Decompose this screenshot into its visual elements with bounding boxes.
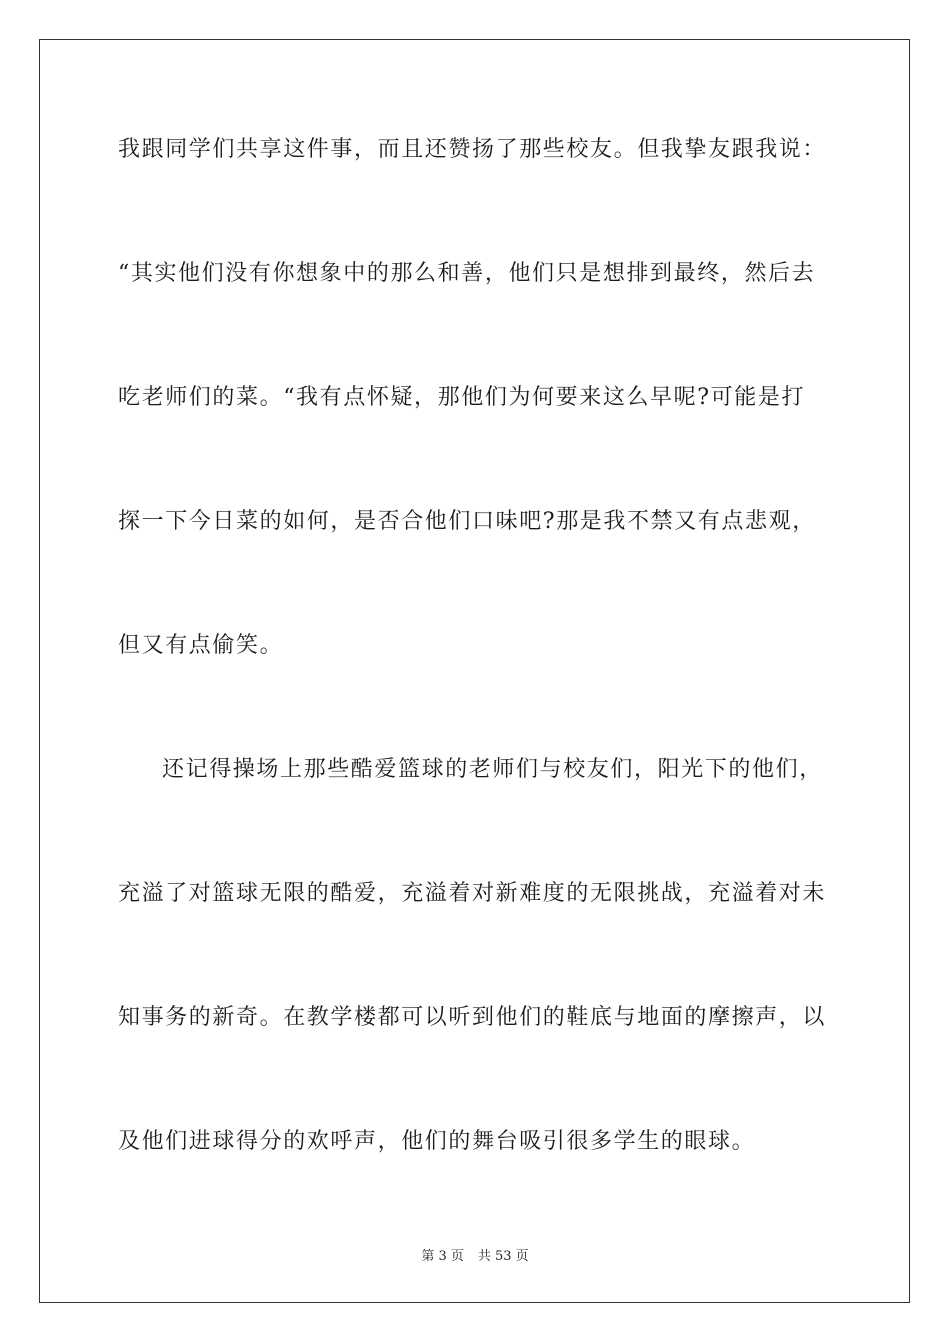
- text-line-5: 但又有点偷笑。: [118, 633, 284, 658]
- page-total: 共 53 页: [477, 1249, 529, 1264]
- text-line-1: 我跟同学们共享这件事，而且还赞扬了那些校友。但我挚友跟我说：: [118, 137, 827, 162]
- text-line-2: “其实他们没有你想象中的那么和善，他们只是想排到最终，然后去: [118, 261, 816, 286]
- text-line-3: 吃老师们的菜。“我有点怀疑，那他们为何要来这么早呢?可能是打: [118, 385, 806, 410]
- text-line-9: 及他们进球得分的欢呼声，他们的舞台吸引很多学生的眼球。: [118, 1129, 756, 1154]
- page-footer: [0, 1248, 950, 1266]
- text-line-8: 知事务的新奇。在教学楼都可以听到他们的鞋底与地面的摩擦声，以: [118, 1005, 827, 1030]
- page-border: [39, 39, 910, 1303]
- text-line-7: 充溢了对篮球无限的酷爱，充溢着对新难度的无限挑战，充溢着对未: [118, 881, 827, 906]
- paragraph-start-line: 还记得操场上那些酷爱篮球的老师们与校友们，阳光下的他们，: [162, 757, 823, 782]
- page-number: 第 3 页: [421, 1249, 464, 1264]
- text-line-4: 探一下今日菜的如何，是否合他们口味吧?那是我不禁又有点悲观，: [118, 509, 816, 534]
